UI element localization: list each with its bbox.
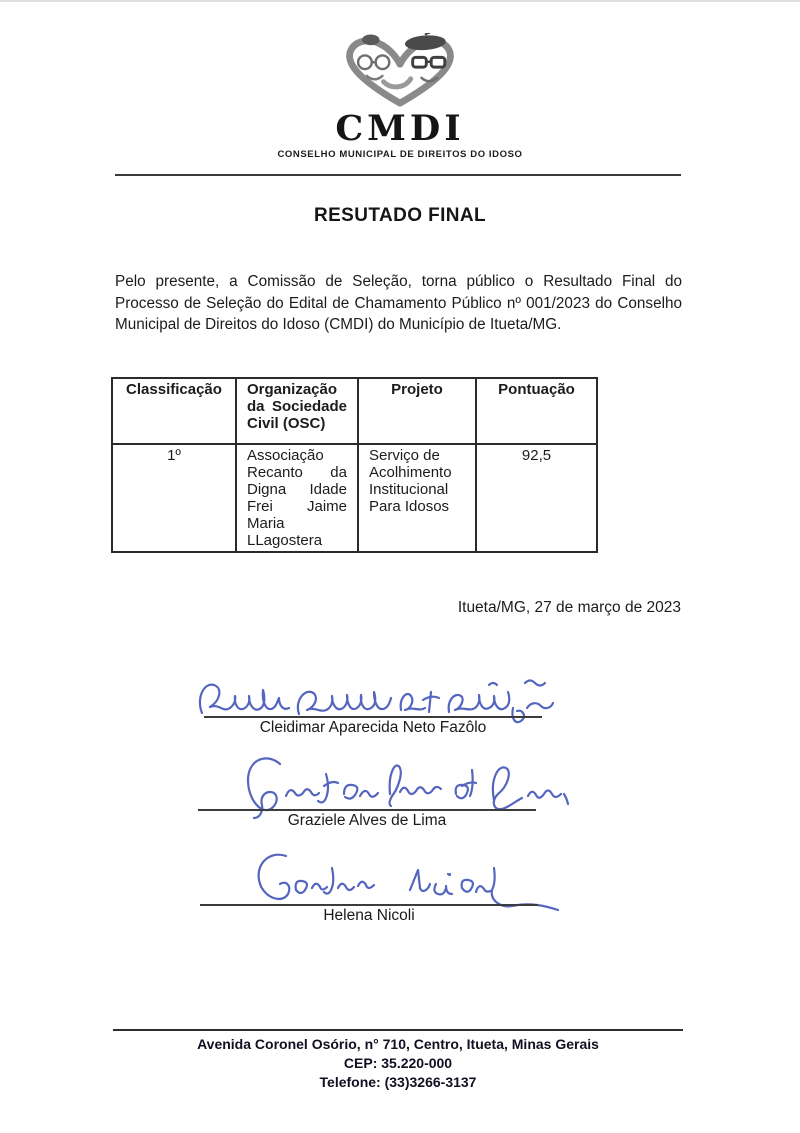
header-projeto: Projeto (358, 378, 476, 444)
signature-3-typed-name: Helena Nicoli (323, 907, 415, 924)
body-paragraph: Pelo presente, a Comissão de Seleção, torna público o Resultado Final do Processo de Seleção do Edital de Chamamento Público nº 001/2023 do Conselho Municipal de Direitos do Idoso (CMDI) do Município de Itueta/MG. (115, 273, 682, 333)
header-organizacao: Organização da Sociedade Civil (OSC) (236, 378, 358, 444)
signature-3-line (200, 904, 538, 906)
signature-2-typed-name: Graziele Alves de Lima (287, 812, 447, 829)
cell-classificacao: 1º (112, 444, 236, 552)
cell-pontuacao: 92,5 (476, 444, 597, 552)
footer-block (115, 1035, 681, 1092)
footer-phone: Telefone: (33)3266-3137 (319, 1074, 477, 1090)
header-classificacao: Classificação (112, 378, 236, 444)
cmdi-elderly-couple-heart-icon (325, 33, 475, 109)
header-divider (115, 174, 681, 176)
logo-block (0, 33, 800, 160)
signature-1-typed-name: Cleidimar Aparecida Neto Fazôlo (259, 719, 487, 736)
logo-caption: CONSELHO MUNICIPAL DE DIREITOS DO IDOSO (277, 149, 523, 160)
footer-cep: CEP: 35.220-000 (343, 1055, 453, 1071)
table-row (112, 444, 597, 552)
header-pontuacao: Pontuação (476, 378, 597, 444)
cell-organizacao: Associação Recanto da Digna Idade Frei Jaime Maria LLagostera (236, 444, 358, 552)
page-title: RESUTADO FINAL (313, 205, 487, 226)
table-header-row (112, 378, 597, 444)
logo-acronym: CMDI (335, 108, 465, 149)
signature-2-line (198, 809, 536, 811)
cell-projeto: Serviço de Acolhimento Institucional Para Idosos (358, 444, 476, 552)
results-table (111, 377, 598, 553)
scan-edge-artifact (0, 0, 800, 2)
footer-divider (113, 1029, 683, 1031)
date-line: Itueta/MG, 27 de março de 2023 (457, 599, 681, 616)
signature-1-line (204, 716, 542, 718)
footer-address: Avenida Coronel Osório, n° 710, Centro, Itueta, Minas Gerais (197, 1036, 599, 1052)
